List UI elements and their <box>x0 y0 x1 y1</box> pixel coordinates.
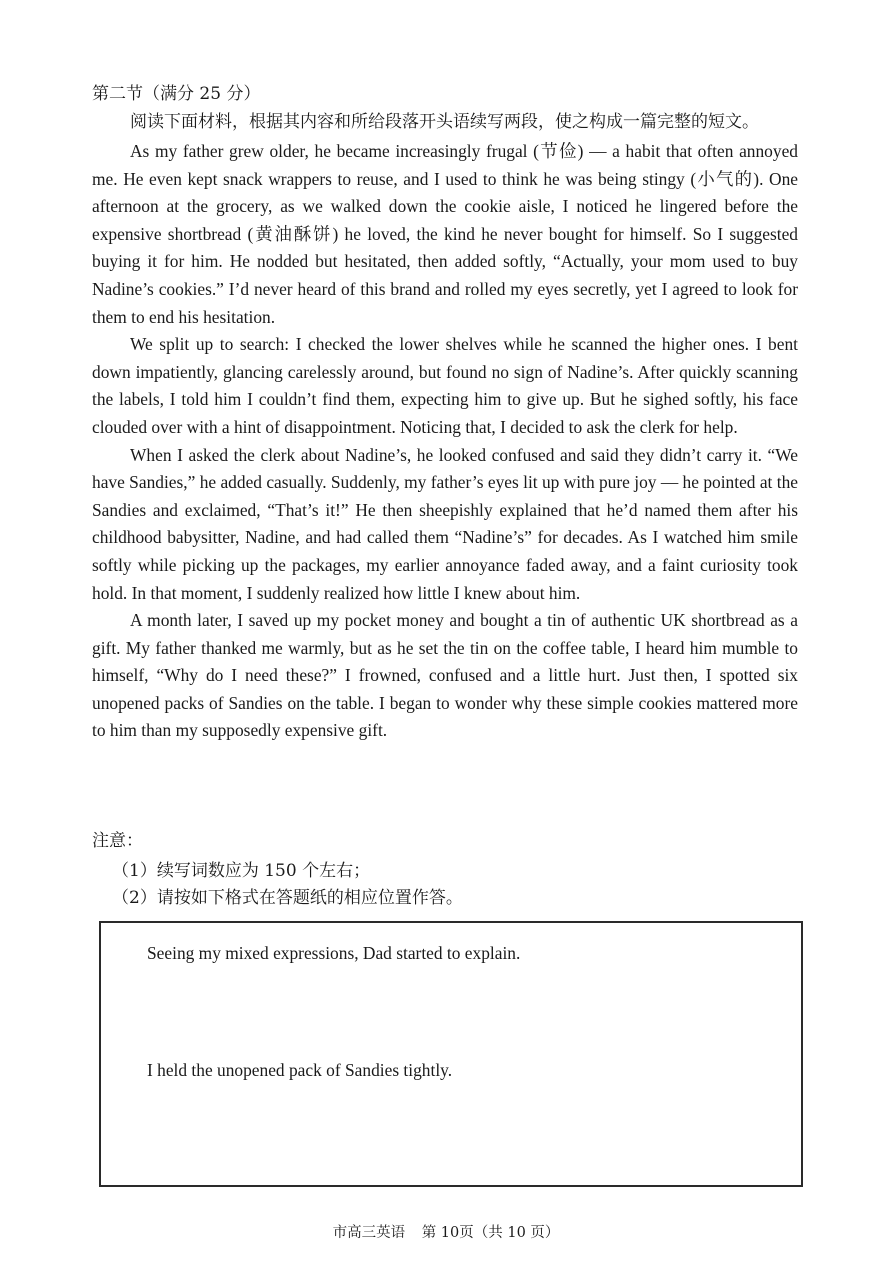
passage-paragraph-3: When I asked the clerk about Nadine’s, he looked confused and said they didn’t carry it. “We have Sandies,” he added casually. Suddenly, my father’s eyes lit up with pure joy — he pointed at the Sandies and exclaimed, “That’s it!” He then sheepishly explained that he’d named them after his childhood babysitter, Nadine, and had called them “Nadine’s” for decades. As I watched him smile softly while picking up the packages, my earlier annoyance faded away, and a faint curiosity took hold. In that moment, I suddenly realized how little I knew about him. <box>92 444 798 603</box>
answer-writing-box <box>99 921 803 1187</box>
notes-list <box>112 858 463 912</box>
footer-page-number: 第 10页（共 10 页） <box>421 1225 560 1241</box>
notes-title: 注意： <box>92 831 143 851</box>
passage-paragraph-2: We split up to search: I checked the lower shelves while he scanned the higher ones. I bent down impatiently, glancing carelessly around, but found no sign of Nadine’s. After quickly scanning the labels, I told him I couldn’t find them, expecting him to give up. But he sighed softly, his face clouded over with a hint of disappointment. Noticing that, I decided to ask the clerk for help. <box>92 334 798 437</box>
note-item-answer-format: （2）请按如下格式在答题纸的相应位置作答。 <box>112 888 463 908</box>
section-instruction: 阅读下面材料，根据其内容和所给段落开头语续写两段，使之构成一篇完整的短文。 <box>130 112 759 132</box>
paragraph-opener-1: Seeing my mixed expressions, Dad started to explain. <box>147 943 521 963</box>
page-footer <box>0 1224 892 1242</box>
passage-paragraph-4: A month later, I saved up my pocket money and bought a tin of authentic UK shortbread as a gift. My father thanked me warmly, but as he set the tin on the coffee table, I heard him mumble to himself, “Why do I need these?” I frowned, confused and a little hurt. Just then, I spotted six unopened packs of Sandies on the table. I began to wonder why these simple cookies mattered more to him than my supposedly expensive gift. <box>92 610 798 741</box>
note-item-word-count: （1）续写词数应为 150 个左右； <box>112 861 371 881</box>
section-title: 第二节（满分 25 分） <box>92 84 261 104</box>
paragraph-opener-2: I held the unopened pack of Sandies tightly. <box>147 1060 453 1080</box>
footer-subject: 市高三英语 <box>332 1225 406 1241</box>
reading-passage <box>92 138 798 745</box>
passage-paragraph-1: As my father grew older, he became increasingly frugal (节俭) — a habit that often annoyed me. He even kept snack wrappers to reuse, and I used to think he was being stingy (小气的). One afternoon at the grocery, as we walked down the cookie aisle, I noticed he lingered before the expensive shortbread (黄油酥饼) he loved, the kind he never bought for himself. So I suggested buying it for him. He nodded but hesitated, then added softly, “Actually, your mom used to buy Nadine’s cookies.” I’d never heard of this brand and rolled my eyes secretly, yet I agreed to look for them to end his hesitation. <box>92 141 798 327</box>
